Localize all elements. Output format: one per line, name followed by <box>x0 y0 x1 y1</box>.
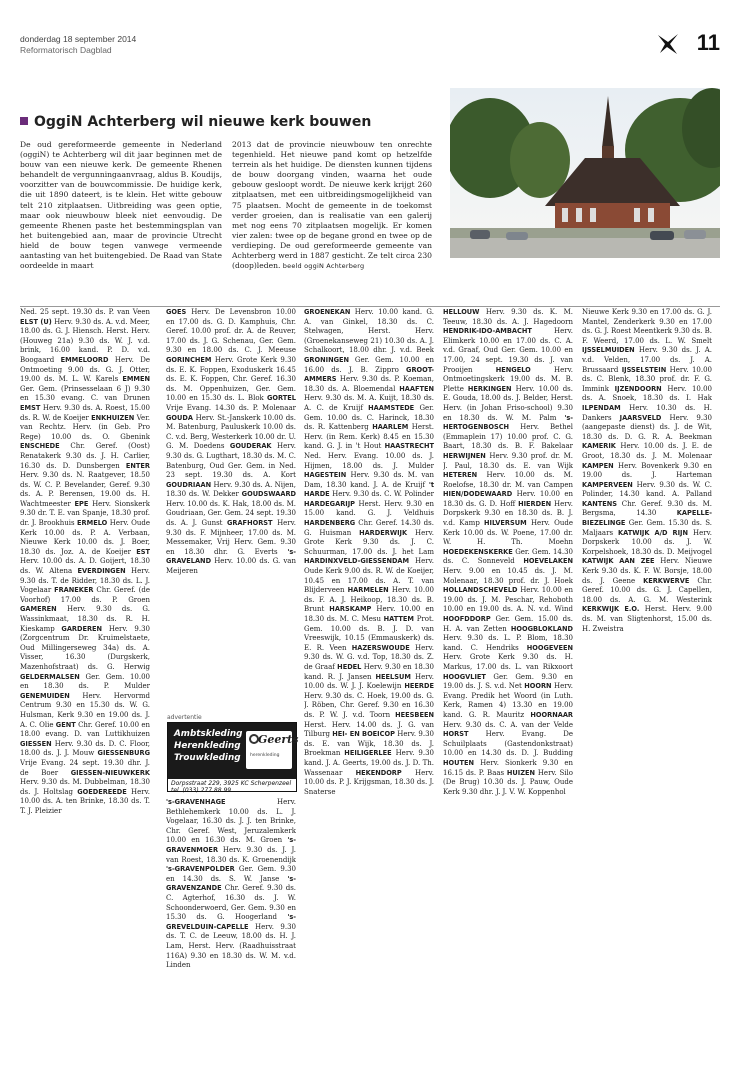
listing-place: HEILIGERLEE <box>344 749 396 758</box>
advert-brand-logo <box>246 731 299 769</box>
listing-place: ENSCHEDE <box>20 442 71 451</box>
listing-services: Ver. van Rechtz. Herv. (in Geb. Pro Rege) 10.00 ds. O. Gbenink <box>20 413 150 441</box>
listing-services: Herv. 10.00 ds. C. Blenk, 18.30 prof. dr. F. G. Immink <box>582 365 712 393</box>
article-column-2-text: 2013 dat de provincie nieuwbouw ten onrechte tegenhield. Het nieuwe pand komt op hetzelfde terrein als het huidige. De diensten kunnen tijdens de bouw doorgang vinden, waarna het oude gebouw gesloopt wordt. De nieuwe kerk krijgt 260 zitplaatsen, met een uitbreidingsmogelijkheid van 75 plaatsen. Mocht de gemeente in de toekomst verder groeien, dan is realisatie van een galerij met nog eens 70 zitplaatsen mogelijk. Er komen vier zalen: twee op de begane grond en twee op de verdieping. De oud gereformeerde gemeente van Achterberg werd in 1887 gesticht. Ze telt circa 230 (doop)leden. <box>232 140 432 271</box>
listing-services: Herv. 9.30 ds. K. M. Teeuw, 18.30 ds. A. J. Hagedoorn <box>443 308 573 326</box>
listing-services: Chr. Geref. (de Voorhof) 17.00 ds. P. Groen <box>20 586 150 604</box>
listing-entry <box>304 471 434 489</box>
listing-services: Herv. Dorpskerk 9.30 en 18.30 ds. B. J. v.d. Kamp <box>443 499 573 528</box>
listing-services: Herv. Sionkerk 9.30 en 16.15 ds. P. Baas <box>443 758 573 777</box>
listing-place: HEKENDORP <box>355 768 416 777</box>
listing-entry <box>166 913 296 969</box>
listing-place: GARDEREN <box>61 624 109 633</box>
listing-services: Herv. 9.30 prof. dr. M. J. Paul, 18.30 ds. E. van Wijk <box>443 451 573 470</box>
listing-services: Herv. Silo (De Brug) 10.30 ds. J. Pauw, Oude Kerk 9.30 dhr. J. J. V. W. Koppenhol <box>443 768 573 796</box>
advert-line-2: Herenkleding <box>174 741 241 752</box>
listing-place: 's-GRAVELAND <box>166 547 296 566</box>
listing-services: Vrije Evang. 24 sept. 19.30 dhr. J. de Boer <box>20 758 150 777</box>
listing-place: HEDEL <box>337 662 364 671</box>
listing-services: Herv. 10.30 ds. H. Dankers <box>582 403 712 422</box>
listing-entry <box>582 605 712 632</box>
listing-services: Herv. 9.30 ds. M. Dubbelman, 18.30 ds. J. Holtslag <box>20 778 150 796</box>
listing-services: Chr. Geref. 14.30 ds. G. Huisman <box>304 519 434 537</box>
listing-entry <box>443 730 573 757</box>
listing-services: Ger. Gem. 10.00 en 18.30 ds. P. Mulder <box>20 672 150 691</box>
listing-services: Herv. 9.30 (aangepaste dienst) ds. J. de Wit, 18.30 ds. D. G. R. A. Beekman <box>582 413 712 441</box>
section-divider <box>20 306 720 307</box>
listing-entry <box>443 586 573 613</box>
listing-place: HOOGEVEEN <box>526 643 573 652</box>
listing-services: Herv. 9.30 ds. M. A. Kuijt, 18.30 ds. A. C. de Kruijf <box>304 394 434 412</box>
listing-place: GENEMUIDEN <box>20 691 83 700</box>
listing-services: Herv. De Ontmoeting 9.00 ds. G. J. Otter, 19.00 ds. M. L. W. Karels <box>20 355 150 384</box>
listing-place: JAARSVELD <box>619 413 670 422</box>
listing-place: HOLLANDSCHEVELD <box>443 586 521 595</box>
listing-services: Vrije Evang. 14.30 ds. P. Molenaar <box>166 403 296 412</box>
article-headline <box>20 114 371 130</box>
listing-place: HOOGVLIET <box>443 672 494 681</box>
listing-services: Herv. 10.00 ds. A. Snoek, 18.30 ds. I. Hak <box>582 384 712 403</box>
article-column-2 <box>232 140 432 271</box>
listing-place: HOORNAAR <box>530 710 573 719</box>
listing-services: Chr. Geref. 10.00 ds. G. J. Capellen, 18.00 ds. A. G. M. Westerink <box>582 576 712 604</box>
listing-services: Ger. Gem. 10.00 ds. C. Harinck, 18.30 ds. R. Kattenberg <box>304 403 434 432</box>
listing-services: Herv. 10.00 ds. K. Hak, 18.00 ds. M. Goudriaan, Ger. Gem. 24 sept. 19.30 ds. A. J. Gunst <box>166 499 296 528</box>
listing-place: GELDERMALSEN <box>20 672 86 681</box>
listing-services: Herv. Grote Kerk 9.30 ds. E. K. Foppen, Exoduskerk 16.45 ds. E. K. Foppen, Chr. Geref. 16.30 ds. M. Oppenhuizen, Ger. Gem. 10.00 en 15.30 ds. L. Blok <box>166 355 296 403</box>
listing-place: HOOFDDORP <box>443 615 496 623</box>
listing-services: Chr. Geref. (Oost) Renatakerk 9.30 ds. J. H. Carlier, 16.30 ds. D. Dunsbergen <box>20 442 150 470</box>
listing-services: Ger. Gem. 14.30 ds. C. Sonneveld <box>443 547 573 566</box>
listing-place: GOUDA <box>166 413 196 422</box>
church-photo <box>450 88 720 258</box>
listing-place: HERKINGEN <box>467 384 516 393</box>
listing-place: HIERDEN <box>518 499 555 508</box>
listing-place: HOEDEKENSKERKE <box>443 547 516 556</box>
listing-place: 's-GREVELDUIN-CAPELLE <box>166 913 296 931</box>
listing-place: IJSSELSTEIN <box>621 365 670 374</box>
listing-place: HARMELEN <box>347 586 392 595</box>
listing-place: ILPENDAM <box>582 403 630 412</box>
listing-services: Herst. Herv. 9.00 ds. M. van Sligtenhorst, 15.00 ds. H. Zweistra <box>582 605 712 633</box>
listing-place: HEERDE <box>404 682 434 691</box>
listing-services: Herv. 9.30 ds. A. Nijen, 18.30 ds. W. Dekker <box>166 480 296 499</box>
listing-services: Herv. Oude Kerk 10.00 ds. W. Poene, 17.00 dr. W. H. Th. Moehn <box>443 519 573 547</box>
listing-services: Herv. 9.30 ds. P. Koeman, 18.30 ds. A. Bloemendal <box>304 375 434 393</box>
listing-services: Ger. Gem. (Prinsesselaan 6 J) 9.30 en 15.30 evang. C. van Drunen <box>20 384 150 403</box>
listing-place: HARDINXVELD-GIESSENDAM <box>304 557 416 566</box>
listing-services: Nieuwe Kerk 9.30 en 17.00 ds. G. J. Mantel, Zenderkerk 9.30 en 17.00 ds. G. J. Roest <box>582 308 712 336</box>
advert-contact <box>171 780 291 794</box>
listing-place: GROENEKAN <box>304 308 355 316</box>
listing-entry <box>443 452 573 470</box>
listing-services: Herv. 9.30 kand. J. A. Geerts, 19.00 ds. J. D. Th. Wassenaar <box>304 749 434 777</box>
listing-services: Herv. 9.30 ds. L. P. Blom, 18.30 kand. C. Hendriks <box>443 634 573 652</box>
listing-place: HAZERSWOUDE <box>351 643 416 652</box>
listing-column-1 <box>20 308 150 1053</box>
listing-place: HATTEM <box>383 615 417 623</box>
listing-place: GENT <box>55 720 79 729</box>
listing-column-3 <box>304 308 434 1053</box>
listing-place: KAMPEN <box>582 461 618 470</box>
listing-services: Herv. 10.00 ds. E. Gouda, 18.00 ds. J. Belder, Herst. Herv. (in Johan Friso-school) 9.30 en 18.30 ds. W. M. Palm <box>443 384 573 422</box>
listing-place: HETEREN <box>443 471 487 480</box>
listing-place: ERMELO <box>77 519 110 528</box>
listing-place: GIESSENBURG <box>97 749 150 758</box>
listing-services: Herv. 10.00 en 19.00 ds. J. M. Peschar, Rehoboth 10.00 en 19.00 ds. A. N. v.d. Wind <box>443 586 573 614</box>
listing-services: Herv. 9.30 ds. T. C. de Leeuw, 18.00 ds. H. J. Lam, Herst. Herv. (Raadhuisstraat 116A) 9.30 en 18.30 ds. W. M. v.d. Linden <box>166 922 296 970</box>
listing-place: HENDRIK-IDO-AMBACHT <box>443 327 555 336</box>
listing-services: Herv. 10.00 ds. F. A. J. Heikoop, 18.30 ds. B. Brunt <box>304 586 434 614</box>
listing-services: Herv. 9.30 ds. C. Hoek, 19.00 ds. G. J. Röben, Chr. Geref. 9.30 en 16.30 ds. P. W. J. v.d. Toorn <box>304 691 434 719</box>
listing-services: Ger. Gem. 9.30 en 19.00 ds. J. S. v.d. Net <box>443 672 573 691</box>
listing-services: Herv. Nieuwe Kerk 9.30 ds. K. F. W. Borsje, 18.00 ds. J. Geene <box>582 557 712 585</box>
listing-services: Prot. Gem. 10.00 ds. B. J. D. van Vreeswijk, 10.15 (Emmauskerk) ds. E. R. Veen <box>304 615 434 652</box>
listing-place: EMST <box>20 403 43 412</box>
listing-place: GROOT-AMMERS <box>304 365 434 384</box>
listing-place: IJZENDOORN <box>614 384 668 393</box>
listing-services: Herv. 10.00 en 18.30 ds. G. D. Hoff <box>443 490 573 508</box>
listing-place: KANTENS <box>582 499 622 508</box>
listing-services: Ned. Herv. Evang. 10.00 ds. J. Hijmen, 18.00 ds. J. Mulder <box>304 451 434 470</box>
listing-services: Herv. Hervormd Centrum 9.30 en 15.30 ds. W. G. Hulsman, Kerk 9.30 en 19.00 ds. J. A. C. Olie <box>20 691 150 729</box>
listing-services: Herv. Ontmoetingskerk 19.00 ds. M. B. Plette <box>443 365 573 393</box>
listing-services: Herv. 9.30 ds. C. A. van der Velde <box>443 720 573 729</box>
listing-place: 's-GRAVENPOLDER <box>166 865 239 874</box>
listing-place: GOES <box>166 308 192 316</box>
article-column-1: De oud gereformeerde gemeente in Nederland (oggiN) te Achterberg wil dit jaar beginnen met de bouw van een nieuwe kerk. De gemeente Rhenen behandelt de vergunningaanvraag, aldus B. Koudijs, voorzitter van de bouwcommissie. De huidige kerk, die uit 1890 dateert, is te klein. Het witte gebouw telt 210 zitplaatsen. Uitbreiding was geen optie, maar ook nieuwbouw bleek niet eenvoudig. De gemeente Rhenen paste het bestemmingsplan van het buitengebied aan, maar de provincie Utrecht hield de bouw tegen vanwege vermeende aantasting van het buitengebied. De Raad van State oordeelde in maart <box>20 140 222 271</box>
listing-services: Herv. 9.30 ds. T. de Ridder, 18.30 ds. L. J. Vogelaar <box>20 567 150 595</box>
listing-services: Herv. De Levensbron 10.00 en 17.00 ds. G. D. Kamphuis, Chr. Geref. 10.00 prof. dr. A. de Reuver, 17.00 ds. J. G. Schenau, Ger. Gem. 9.30 en 18.00 ds. C. J. Meeuse <box>166 308 296 355</box>
listing-place: KAMERIK <box>582 442 621 451</box>
listing-place: HARDEGARIJP <box>304 499 359 508</box>
listing-column-2b <box>166 798 296 1053</box>
listing-place: EVERDINGEN <box>77 567 132 576</box>
listing-services: Herv. Grote Kerk 9.30 ds. J. C. Schuurman, 17.00 ds. J. het Lam <box>304 528 434 556</box>
listing-place: KAMPERVEEN <box>582 480 637 489</box>
listing-services: Herv. 10.00 kand. G. A. van Ginkel, 18.30 ds. C. Stelwagen, Herst. Herv. (Groenekanseweg 21) 10.30 ds. A. J. Schalkoort, 18.00 dhr. J. v.d. Beek <box>304 308 434 355</box>
listing-place: KAPELLE-BIEZELINGE <box>582 509 712 528</box>
listing-place: EST <box>136 547 150 556</box>
listing-services: Ger. Gem. 15.30 ds. S. Maljaars <box>582 519 712 537</box>
geerts-advert[interactable] <box>167 722 297 792</box>
listing-services: Herv. 9.30 ds. A. Roest, 15.00 ds. R. W. de Koeijer <box>20 403 150 422</box>
listing-services: Herv. Dorpskerk 10.00 ds. J. W. Korpelshoek, 18.30 ds. D. Meijvogel <box>582 528 712 556</box>
listing-place: HENGELO <box>495 365 555 374</box>
listing-place: 's-HERTOGENBOSCH <box>443 413 573 432</box>
listing-place: EMMEN <box>122 375 150 384</box>
listing-place: HARSKAMP <box>329 605 377 614</box>
listing-services: Herv. 10.00 ds. P. J. Krijgsman, 18.30 ds. J. Snaterse <box>304 768 434 796</box>
listing-place: GOUDSWAARD <box>241 490 296 499</box>
brand-sub: herenkleding <box>250 753 280 758</box>
listing-services: Herv. Bethlehemkerk 10.00 ds. L. J. Vogelaar, 16.30 ds. J. J. ten Brinke, Chr. Geref. West, Jeruzalemkerk 10.00 en 16.30 ds. M. Groen <box>166 798 296 845</box>
listing-place: HUIZEN <box>506 768 538 777</box>
listing-entry <box>582 462 712 480</box>
listing-services: Herv. Oude Kerk 9.00 ds. R. W. de Koeijer, 10.45 en 17.00 ds. A. T. van Blijderveen <box>304 557 434 595</box>
listing-place: GAMEREN <box>20 605 67 614</box>
listing-place: KATWIJK AAN ZEE <box>582 557 661 566</box>
listing-services: Ger. Gem. 15.00 ds. H. A. van Zetten <box>443 615 573 633</box>
listing-place: HAASTRECHT <box>384 442 434 451</box>
listing-entry <box>20 673 150 691</box>
rd-bird-logo-icon <box>656 32 680 56</box>
listing-entry <box>443 308 573 326</box>
listing-place: HOUTEN <box>443 758 481 767</box>
listing-services: Ger. Gem. 9.30 en 14.30 ds. S. W. Janse <box>166 865 296 883</box>
listing-services: Chr. Geref. 10.00 en 18.00 evang. D. van Luttikhuizen <box>20 720 150 739</box>
listing-services: Herv. 10.00 ds. A. D. Goijert, 18.30 ds. W. Altena <box>20 557 150 576</box>
advert-address: Dorpsstraat 229, 3925 KC Scherpenzeel <box>171 780 292 787</box>
advert-phone: tel. (033) 277 88 99 <box>171 787 232 794</box>
listing-place: HEESBEEN <box>395 710 434 719</box>
listing-services: Herv. 10.00 ds. M. Roelofse, 18.30 dr. M. van Campen <box>443 471 573 489</box>
listing-services: Herv. 10.00 ds. G. van Meijeren <box>166 557 296 576</box>
listing-services: Herv. 9.30 ds. A. v.d. Meer, 18.00 ds. G. J. Hiensch. Herst. Herv. (Houweg 21a) 9.30 ds. W. J. v.d. brink, 16.00 kand. P. D. v.d. Boogaard <box>20 317 150 364</box>
listing-place: GORTEL <box>266 394 296 403</box>
listing-services: Herv. 9.30 ds. G. Wassinkmaat, 18.30 ds. R. H. Kieskamp <box>20 605 150 633</box>
listing-place: ENKHUIZEN <box>91 413 137 422</box>
listing-services: Herv. Bovenkerk 9.30 en 19.00 ds. J. Harteman <box>582 461 712 480</box>
listing-place: GORINCHEM <box>166 355 215 364</box>
listing-place: GIESSEN-NIEUWKERK <box>70 768 150 777</box>
listing-place: KERKWERVE <box>643 576 698 585</box>
listing-entry <box>20 308 150 316</box>
listing-services: Herv. Elimkerk 10.00 en 17.00 ds. C. A. v.d. Graaf, Oud Ger. Gem. 10.00 en 17.00, 24 sept. 19.30 ds. J. van Prooijen <box>443 327 573 374</box>
listing-place: EMMELOORD <box>60 355 115 364</box>
brand-name: Geerts <box>258 733 299 746</box>
listing-place: 's-GRAVENZANDE <box>166 874 296 893</box>
listing-place: HELLOUW <box>443 308 486 316</box>
advert-label: advertentie <box>167 714 202 721</box>
page-number: 11 <box>696 30 720 55</box>
listing-services: Herv. 10.00 ds. W. J. J. Koelewijn <box>304 672 434 691</box>
listing-entry <box>582 481 712 499</box>
listing-place: HEI- EN BOEICOP <box>332 730 398 739</box>
listing-services: Ned. 25 sept. 19.30 ds. P. van Veen <box>20 308 150 316</box>
listing-services: Herv. 9.30 ds. M. van Dam, 18.30 kand. J. A. de Kruijf <box>304 471 434 489</box>
listing-place: KERKWIJK E.O. <box>582 605 645 614</box>
listing-entry <box>166 798 296 844</box>
listing-place: 's-GRAVENMOER <box>166 836 296 854</box>
listing-place: GOUDRIAAN <box>166 480 214 489</box>
listing-place: EPE <box>74 499 93 508</box>
listing-place: GOEDEREEDE <box>77 787 132 796</box>
listing-place: HAARLEM <box>372 423 412 432</box>
listing-services: Herv. Sionskerk 9.30 dr. T. E. van Spanje, 18.30 prof. dr. J. Brookhuis <box>20 499 150 528</box>
listing-place: IJSSELMUIDEN <box>582 346 639 355</box>
advert-line-3: Trouwkleding <box>174 753 241 764</box>
listing-services: Herv. Grote Kerk 9.30 ds. H. Markus, 17.00 ds. L. van Rikxoort <box>443 653 573 671</box>
listing-services: Herv. 9.30 ds. W. C. Polinder, 14.30 kand. A. Palland <box>582 480 712 499</box>
listing-services: Herv. 9.00 en 10.45 ds. J. M. Molenaar, 18.30 prof. dr. J. Hoek <box>443 567 573 585</box>
listing-services: Herv. 9.30 ds. C. W. Polinder <box>332 490 434 499</box>
listing-services: Herst. Herv. 9.30 en 15.00 kand. G. J. Veldhuis <box>304 499 434 518</box>
listing-place: HIEN/DODEWAARD <box>443 490 517 499</box>
listing-entry <box>304 500 434 518</box>
listing-services: Herst. Herv. 14.00 ds. J. G. van Tilburg <box>304 720 434 739</box>
listing-place: HORST <box>443 730 486 739</box>
listing-services: Meentkerk 9.30 ds. B. F. Weerd, 17.00 ds. L. W. Smelt <box>582 327 712 345</box>
listing-column-4 <box>443 308 573 1053</box>
listing-services: Herv. St.-Janskerk 10.00 ds. M. Batenburg, Pauluskerk 10.00 ds. C. v.d. Berg, Westerkerk 10.00 dr. U. G. M. Doedens <box>166 413 296 451</box>
listing-entry <box>304 308 434 354</box>
listing-place: 's-GRAVENHAGE <box>166 798 278 806</box>
listing-services: Chr. Geref. 9.30 ds. M. Bergsma, 14.30 <box>582 499 712 518</box>
advert-line-1: Ambtskleding <box>174 729 243 739</box>
listing-place: HOOGBLOKLAND <box>510 624 573 633</box>
listing-place: HARDERWIJK <box>359 528 416 537</box>
listing-services: Herv. 9.30 ds. N. Raatgever, 18.50 ds. W. C. P. Bevelander, Geref. 9.30 ds. A. P. Berensen, 19.00 ds. H. Wachtmeester <box>20 471 150 508</box>
listing-services: Ger. Gem. 10.00 en 16.00 ds. J. B. Zippro <box>304 355 434 374</box>
headline-marker-icon <box>20 117 28 125</box>
listing-services: Herv. 9.30 ds. F. Mijnheer, 17.00 ds. M. Messemaker, Vrij Herv. Gem. 9.30 en 18.30 dhr. G. Everts <box>166 519 296 556</box>
listing-services: Herv. 9.30 ds. D. C. Floor, 18.00 ds. J. J. Mouw <box>20 739 150 758</box>
listing-services: Herv. 9.30 ds. J. A. v.d. Velden, 17.00 ds. J. A. Brussaard <box>582 346 712 374</box>
listing-services: Chr. Geref. 9.30 ds. C. Agterhof, 16.30 ds. J. W. Schoonderwoerd, Ger. Gem. 9.30 en 15.30 ds. G. Hoogerland <box>166 884 296 922</box>
listing-column-2 <box>166 308 296 708</box>
listing-place: HAAFTEN <box>399 384 434 393</box>
listing-place: ELST (U) <box>20 317 55 326</box>
listing-services: Herv. 9.30 ds. G. Lugthart, 18.30 ds. M. C. Batenburg, Oud Ger. Gem. in Ned. 23 sept. 19.30 ds. A. Kort <box>166 442 296 480</box>
listing-services: Herv. Oude Kerk 10.00 ds. P. A. Verbaan, Nieuwe Kerk 10.00 ds. J. Boer, 18.30 ds. Joz. A. de Koeijer <box>20 519 150 556</box>
listing-services: Herv. 9.30 (Zorgcentrum Dr. Kruimelstaete, Oud Millingerseweg 34a) ds. A. Visser, 16.30 (Durgskerk, Mazenhofstraat) ds. G. Herwig <box>20 624 150 671</box>
listing-place: FRANEKER <box>54 586 97 595</box>
listing-column-5 <box>582 308 712 1053</box>
listing-services: Herv. 9.30 ds. J. J. van Roest, 18.30 ds. K. Groenendijk <box>166 845 296 864</box>
listing-services: Herv. Bethel (Emmaplein 17) 10.00 prof. C. G. Baart, 18.30 ds. B. F. Bakelaar <box>443 423 573 451</box>
listing-entry <box>166 308 296 354</box>
advert-banner <box>168 723 299 779</box>
listing-entry <box>166 865 296 883</box>
headline-text: OggiN Achterberg wil nieuwe kerk bouwen <box>34 114 372 130</box>
listing-services: Herv. 9.30 ds. E. van Wijk, 18.30 ds. J. Broekman <box>304 730 434 758</box>
listing-services: Herv. 9.30 en 18.30 kand. R. J. Jansen <box>304 662 434 681</box>
listing-entry <box>582 442 712 460</box>
listing-place: HARDENBERG <box>304 519 359 528</box>
listing-place: HAGESTEIN <box>304 471 351 480</box>
listing-place: GIESSEN <box>20 739 55 748</box>
listing-place: GRAFHORST <box>226 519 278 528</box>
listing-services: Herv. 9.30 ds. W. G. v.d. Top, 18.30 ds. Z. de Graaf <box>304 643 434 671</box>
listing-place: ENTER <box>125 461 150 470</box>
listing-services: Herst. Herv. (in Rem. Kerk) 8.45 en 15.30 kand. G. J. in 't Hout <box>304 423 434 451</box>
listing-place: GRONINGEN <box>304 355 355 364</box>
listing-services: Herv. Evang. Predik het Woord (in Luth. Kerk, Ramen 4) 13.30 en 19.00 kand. G. R. Mauritz <box>443 682 573 719</box>
listing-place: HOEVELAKEN <box>523 557 573 566</box>
listing-place: HILVERSUM <box>484 519 531 528</box>
listing-place: KATWIJK A/D RIJN <box>618 528 694 537</box>
listing-place: HEELSUM <box>375 672 416 681</box>
listing-services: Herv. Evang. De Schuilplaats (Gastendonkstraat) 10.00 en 14.30 ds. D. J. Budding <box>443 730 573 758</box>
advert-lines <box>174 728 242 765</box>
listing-entry <box>443 471 573 489</box>
listing-place: 't HARDE <box>304 480 434 499</box>
issue-date: donderdag 18 september 2014 <box>20 34 137 44</box>
listing-place: HAAMSTEDE <box>368 403 420 412</box>
masthead <box>20 30 720 66</box>
listing-services: Herv. 10.00 en 18.30 ds. M. C. Mesu <box>304 605 434 623</box>
paper-name: Reformatorisch Dagblad <box>20 45 112 55</box>
listing-services: Herv. 10.00 ds. A. ten Brinke, 18.30 ds. T. T. J. Pleizier <box>20 787 150 815</box>
listing-place: HERWIJNEN <box>443 451 490 460</box>
listing-services: Herv. 10.00 ds. J. E. de Groot, 18.30 ds. J. M. Molenaar <box>582 442 712 460</box>
listing-place: HOORN <box>524 682 555 691</box>
photo-credit: beeld oggiN Achterberg <box>282 262 365 271</box>
listing-place: GOUDERAK <box>229 442 278 451</box>
